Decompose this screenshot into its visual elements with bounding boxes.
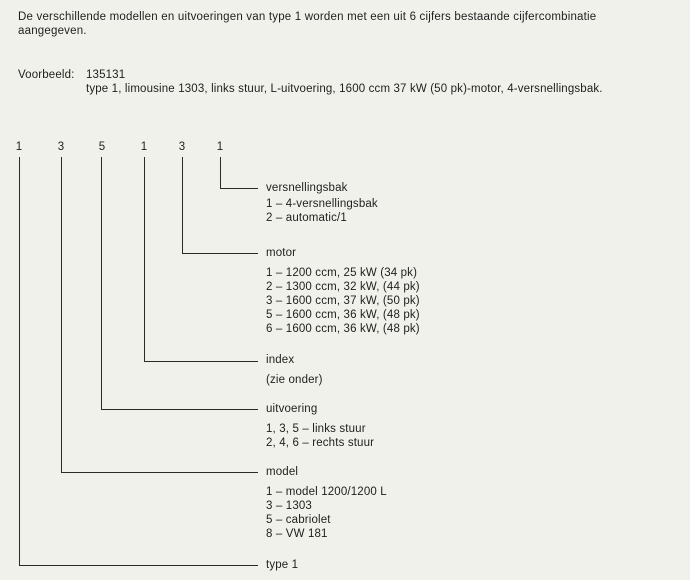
- example-description: type 1, limousine 1303, links stuur, L-uitvoering, 1600 ccm 37 kW (50 pk)-motor, 4-versnellingsbak.: [86, 83, 603, 95]
- index-title: index: [266, 354, 295, 366]
- model-option: 1 – model 1200/1200 L: [266, 486, 387, 498]
- digit-engine: 3: [178, 141, 186, 153]
- gearbox-option: 1 – 4-versnellingsbak: [266, 198, 378, 210]
- variant-option: 2, 4, 6 – rechts stuur: [266, 437, 375, 449]
- section-type: [266, 558, 298, 578]
- model-option: 3 – 1303: [266, 500, 312, 512]
- variant-title: uitvoering: [266, 403, 318, 415]
- section-engine: [266, 246, 420, 336]
- connector-gearbox: [221, 157, 259, 189]
- digit-index: 1: [140, 141, 148, 153]
- engine-option: 2 – 1300 ccm, 32 kW, (44 pk): [266, 281, 420, 293]
- engine-option: 1 – 1200 ccm, 25 kW (34 pk): [266, 267, 418, 279]
- intro-line-1: De verschillende modellen en uitvoeringen van type 1 worden met een uit 6 cijfers bestaande cijfercombinatie: [18, 11, 597, 23]
- section-model: [266, 465, 387, 541]
- digit-model: 3: [57, 141, 65, 153]
- example-label: Voorbeeld:: [18, 69, 75, 81]
- engine-option: 3 – 1600 ccm, 37 kW, (50 pk): [266, 295, 420, 307]
- model-option: 8 – VW 181: [266, 528, 328, 540]
- example-code: 135131: [86, 69, 126, 81]
- variant-option: 1, 3, 5 – links stuur: [266, 423, 366, 435]
- connector-variant: [102, 157, 259, 410]
- section-index: [266, 353, 323, 387]
- engine-option: 5 – 1600 ccm, 36 kW, (48 pk): [266, 309, 420, 321]
- digit-variant: 5: [98, 141, 106, 153]
- gearbox-title: versnellingsbak: [266, 182, 348, 194]
- section-gearbox: [266, 181, 378, 225]
- engine-option: 6 – 1600 ccm, 36 kW, (48 pk): [266, 323, 420, 335]
- type-title: type 1: [266, 559, 299, 571]
- digit-type: 1: [15, 141, 23, 153]
- engine-title: motor: [266, 247, 297, 259]
- gearbox-option: 2 – automatic/1: [266, 212, 347, 224]
- connector-index: [145, 157, 259, 362]
- connector-model: [62, 157, 259, 473]
- model-title: model: [266, 466, 299, 478]
- intro-line-2: aangegeven.: [18, 25, 87, 37]
- digit-gearbox: 1: [216, 141, 224, 153]
- index-note: (zie onder): [266, 374, 323, 386]
- model-option: 5 – cabriolet: [266, 514, 331, 526]
- section-variant: [266, 402, 374, 450]
